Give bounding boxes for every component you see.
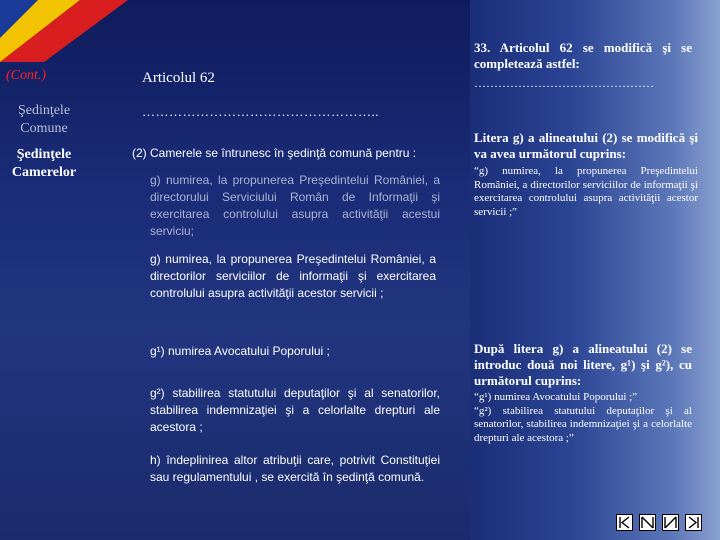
paragraph-letter-g-old: g) numirea, la propunerea Preşedintelui României, a directorului Serviciului Român de Informaţii şi exercitarea controlului asupra activităţii acestui serviciu; <box>150 173 440 238</box>
amendment-text-g2: “g²) stabilirea statutului deputaţilor şi al senatorilor, stabilirea indemnizaţiei şi a celorlalte drepturi ale acestora ;” <box>474 404 692 444</box>
article-title: Articolul 62 <box>142 70 215 86</box>
previous-slide-button[interactable] <box>639 514 656 531</box>
amendment-subheading-g: Litera g) a alineatului (2) se modifică şi va avea următorul cuprins: <box>474 130 698 161</box>
next-slide-icon <box>663 515 678 530</box>
amendment-subheading-g1-g2: După litera g) a alineatului (2) se introduc două noi litere, g¹) şi g²), cu următorul cuprins: <box>474 341 692 388</box>
amendment-heading: 33. Articolul 62 se modifică şi se completează astfel: <box>474 40 692 71</box>
amendment-ellipsis: ……………………………………… <box>474 76 654 90</box>
next-slide-button[interactable] <box>662 514 679 531</box>
previous-slide-icon <box>640 515 655 530</box>
paragraph-letter-h: h) îndeplinirea altor atribuţii care, potrivit Constituţiei sau regulamentului , se exercită în şedinţă comună. <box>150 453 440 484</box>
side-label-joint-sessions: Şedinţele Comune <box>17 103 71 136</box>
paragraph-letter-g-new: g) numirea, la propunerea Preşedintelui României, a directorilor serviciilor de informaţii şi exercitarea controlului asupra activităţii acestor servicii ; <box>150 252 436 300</box>
side-label-chamber-sessions: Şedinţele Camerelor <box>11 147 77 180</box>
last-slide-icon <box>686 515 701 530</box>
last-slide-button[interactable] <box>685 514 702 531</box>
continuation-label: (Cont.) <box>6 68 47 83</box>
paragraph-letter-g1: g¹) numirea Avocatului Poporului ; <box>150 344 330 358</box>
flag-stripes-decoration <box>0 0 140 62</box>
slide-navigation <box>616 514 702 531</box>
paragraph-letter-g2: g²) stabilirea statutului deputaţilor şi al senatorilor, stabilirea indemnizaţiei şi a celorlalte drepturi ale acestora ; <box>150 386 440 434</box>
amendment-text-g: “g) numirea, la propunerea Preşedintelui României, a directorilor serviciilor de informaţii şi exercitarea controlului asupra activităţii acestor servicii ;” <box>474 165 698 218</box>
amendment-text-g1-g2 <box>474 391 692 445</box>
ellipsis-dots: …………………………………………….. <box>142 104 379 119</box>
first-slide-icon <box>617 515 632 530</box>
amendment-text-g1: “g¹) numirea Avocatului Poporului ;” <box>474 391 638 403</box>
paragraph-joint-session-intro: (2) Camerele se întrunesc în şedinţă comună pentru : <box>132 146 417 160</box>
first-slide-button[interactable] <box>616 514 633 531</box>
